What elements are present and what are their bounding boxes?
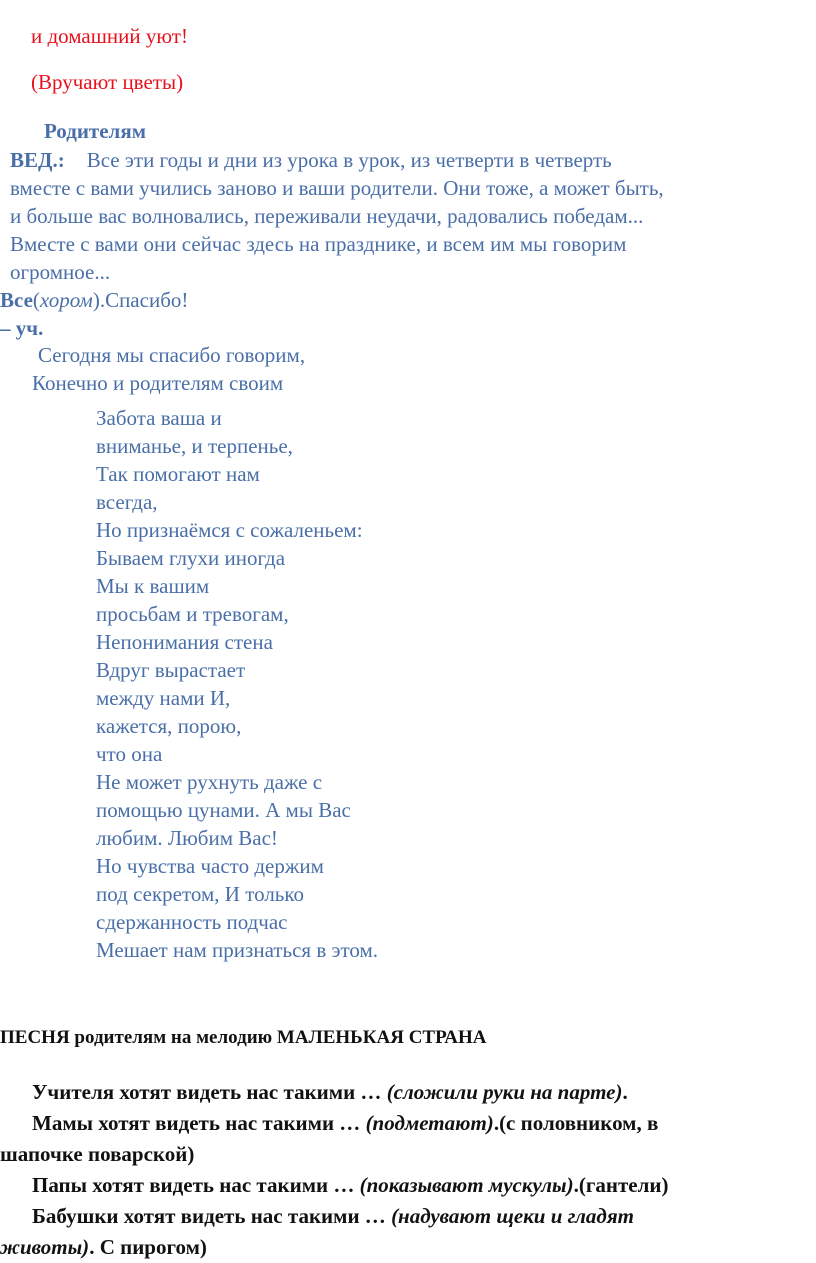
all-note: хором [39,288,93,312]
poem-line: просьбам и тревогам, [96,602,289,626]
song-line: Бабушки хотят видеть нас такими … (надувают щеки и гладят [32,1204,634,1228]
student-label: – уч. [0,316,44,340]
song-line: Учителя хотят видеть нас такими … (сложили руки на парте). [32,1080,628,1104]
poem-line: сдержанность подчас [96,910,288,934]
poem-line: что она [96,742,163,766]
top-line-2: (Вручают цветы) [31,70,184,94]
poem-line: под секретом, И только [96,882,305,906]
poem-line: всегда, [96,490,158,514]
poem-line: кажется, порою, [96,714,242,738]
song-line: животы). С пирогом) [0,1235,207,1259]
top-line-1: и домашний уют! [31,24,188,48]
song-paragraph [0,1077,668,1263]
ved-speaker: ВЕД.: [10,148,65,172]
ved-paragraph [10,146,664,286]
ved-line-4: Вместе с вами они сейчас здесь на празднике, и всем им мы говорим [10,232,627,256]
poem [96,404,378,964]
all-line: Все(хором).Спасибо! [0,288,189,312]
poem-line: помощью цунами. А мы Вас [96,798,351,822]
all-text: .Спасибо! [99,288,189,312]
ved-line-3: и больше вас волновались, переживали неудачи, радовались победам... [10,204,644,228]
poem-line: Забота ваша и [96,406,222,430]
poem-line: между нами И, [96,686,231,710]
ved-line-2: вместе с вами учились заново и ваши родители. Они тоже, а может быть, [10,176,664,200]
song-line: шапочке поварской) [0,1142,195,1166]
all-label: Все [0,288,33,312]
ved-line-1: ВЕД.: Все эти годы и дни из урока в урок, из четверти в четверть [10,148,612,172]
poem-line: Так помогают нам [96,462,260,486]
section-title: Родителям [44,119,147,143]
poem-line: Не может рухнуть даже с [96,770,323,794]
poem-line: Вдруг вырастает [96,658,246,682]
song-title: ПЕСНЯ родителям на мелодию МАЛЕНЬКАЯ СТРАНА [0,1027,487,1048]
song-line: Папы хотят видеть нас такими … (показывают мускулы).(гантели) [32,1173,669,1197]
poem-line: Мы к вашим [96,574,210,598]
ved-line-5: огромное... [10,260,111,284]
poem-line: Непонимания стена [96,630,273,654]
poem-line: вниманье, и терпенье, [96,434,293,458]
poem-line: Бываем глухи иногда [96,546,286,570]
poem-line: Но признаёмся с сожаленьем: [96,518,363,542]
poem-line: Но чувства часто держим [96,854,324,878]
song-line: Мамы хотят видеть нас такими … (подметают).(с половником, в [32,1111,659,1135]
intro-line-1: Сегодня мы спасибо говорим, [38,343,306,367]
intro-line-2: Конечно и родителям своим [32,371,284,395]
poem-line: любим. Любим Вас! [96,826,278,850]
poem-line: Мешает нам признаться в этом. [96,938,379,962]
